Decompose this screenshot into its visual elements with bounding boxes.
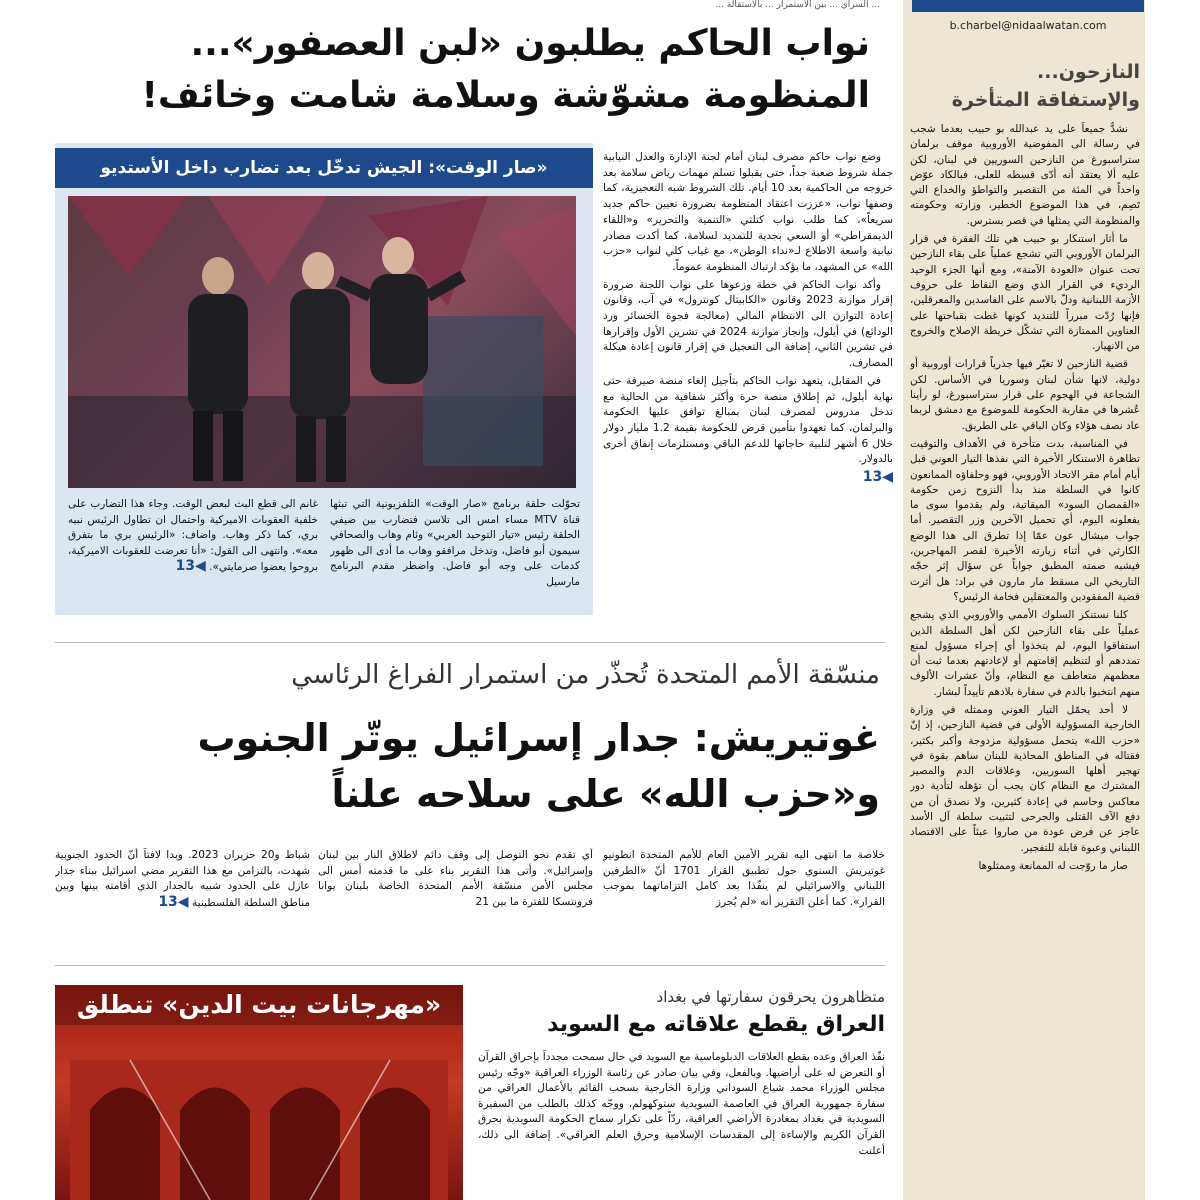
page-ref[interactable]: 13 <box>175 558 195 574</box>
columnist-email[interactable]: b.charbel@nidaalwatan.com <box>949 19 1107 32</box>
page-ref[interactable]: 13 <box>862 469 883 486</box>
top-headline-line2: المنظومة مشوّشة وسلامة شامت وخائف! <box>141 75 870 116</box>
iraq-article-kicker: متظاهرون يحرقون سفارتها في بغداد <box>656 988 885 1006</box>
article-paragraph: في المقابل، يتعهد نواب الحاكم بتأجيل إلغاء منصة صيرفة حتى نهاية أيلول، ثم إطلاق منصة حرة وأكثر شفافية من الحالية مع تدخل مدروس لمصرف لبنان بمبالغ توافق عليها الحكومة والبرلمان، كما تعهدوا بتأمين قرض للحكومة بقيمة 1.2 مليار دولار خلال 6 أشهر لتلبية حاجاتها للدعم الباقي ومستلزمات إنفاق أخرى بالدولار. <box>603 374 893 466</box>
iraq-article-headline[interactable]: العراق يقطع علاقاته مع السويد <box>547 1012 885 1037</box>
article-paragraph: وأكد نواب الحاكم في خطة وزعوها على نواب اللجنة ضرورة إقرار موازنة 2023 وقانون «الكابيتال كونترول» في آب، وقانون إعادة التوازن الى الانتظام المالي (معالجة فجوة الخسائر ورد الودائع) في أيلول، وإنجاز موازنة 2024 في تشرين الأول وإقرارها في تشرين الثاني، إضافة الى التعجيل في إقرار قانون إعادة هيكلة المصارف. <box>603 278 893 370</box>
opinion-title-line2: والإستفاقة المتأخرة <box>951 89 1140 111</box>
section-divider <box>55 642 885 643</box>
article-paragraph: وضع نواب حاكم مصرف لبنان أمام لجنة الإدارة والعدل النيابية جملة شروط صعبة جداً، حتى يقبلوا تسلم مهمات رياض سلامة بعد خروجه من الحاكمية بعد 10 أيام. تلك الشروط شبه التعجيزية، كما وصفها نواب، «عززت اعتقاد المنظومة بضرورة تعيين حاكم جديد سريعاً»، كما طلب نواب كتلتي «التنمية والتحرير» و«اللقاء الديمقراطي» أو السعي بجدية للتمديد لسلامة، كما أكدت مصادر نيابية واسعة الاطلاع لـ«نداء الوطن»، مع غياب كلي لنواب «حزب الله» عن المشهد، ما يؤكد ارتباك المنظومة عموماً. <box>603 151 893 273</box>
top-article-headline[interactable] <box>40 18 870 122</box>
page-ref-arrow-icon[interactable]: ◀ <box>195 558 206 574</box>
opinion-paragraph: ما أثار استنكار بو حبيب هي تلك الفقرة في قرار البرلمان الأوروبي التي تشجع عملياً على بقاء النازحين تحت عنوان «العودة الآمنة»، ومع أنها الجزء الوحيد الرديء في القرار الذي وضع النقاط على حروف الأزمة اللبنانية ودلّ بالاسم على الفاسدين والمعرقلين، فإنها رُدّت مبرراً للتنديد كونها غطت بقباحتها على العناوين الممتازة التي تشكّل خريطة الإصلاح والخروج من الانهيار. <box>910 233 1140 353</box>
un-article-kicker: منسّقة الأمم المتحدة تُحذّر من استمرار الفراغ الرئاسي <box>291 660 880 690</box>
top-article-body <box>603 150 893 620</box>
video-story-banner[interactable] <box>55 148 593 188</box>
un-article-col3 <box>55 848 310 948</box>
opinion-paragraph: صار ما روّجت له الممانعة وممثلوها <box>978 859 1128 872</box>
top-headline-line1: نواب الحاكم يطلبون «لبن العصفور»... <box>190 23 870 64</box>
un-article-col3-text: شباط و20 حزيران 2023. وبدا لافتاً أنّ الحدود الجنوبية شهدت، بالتزامن مع هذا التقرير مضي اسرائيل ببناء جدار عازل على الحدود شبيه بالجدار الذي أقامته بينها وبين مناطق السلطة الفلسطينية <box>55 849 310 909</box>
un-headline-line2: و«حزب الله» على سلاحه علناً <box>331 772 880 816</box>
studio-fight-photo <box>68 196 576 488</box>
opinion-title <box>912 58 1140 114</box>
opinion-paragraph: في المناسبة، بدت متأخرة في الأهداف والتوقيت تظاهرة الاستنكار الأخيرة التي نفذها التيار العوني قبل أيام أمام مقر الاتحاد الأوروبي، فهو وحلفاؤه الممانعون كانوا في السلطة منذ بدأ النزوح زمن حكومة «القمصان السود» الميقاتية، ولم يقدموا سوى ما يفعلونه اليوم، أي تحميل الآخرين وزر التقصير. أما جواب ميشال عون عمّا إذا تطرق الى هذا الوضع الكارثي في أثناء زيارته الأخيرة لقصر المهاجرين، فيشبه صمته المطبق جواباً عن سؤال إثر حجّه التاريخي الى مسقط مار مارون في براد: هل أثرت قضية المفقودين والمعتقلين فخامة الرئيس؟ <box>910 437 1140 603</box>
opinion-paragraph: لا أحد يحمّل التيار العوني وممثله في وزارة الخارجية المسؤولية الأولى في قضية النازحين، إذ إنّ «حزب الله» يتحمل مسؤولية مزدوجة وأكبر بكثير، فقتاله في المناطق المحاذية للبنان ساهم بقوة في تهجير أهلها السوريين، وعلاقات الدم والمصير المشترك مع النظام كان يجب أن تؤهله لتأدية دور معاكس وحاسم في إعادة كثيرين، ولا نصدق أن من دفع الآف القتلى والجرحى لتثبيت سلطة آل الأسد عاجز عن فرض عودة من صاروا عبئاً على الاقتصاد اللبناني وعبوة قابلة للتفجير. <box>910 703 1140 854</box>
columnist-header-bar <box>912 0 1144 12</box>
un-article-col1: خلاصة ما انتهى اليه تقرير الأمين العام للأمم المتحدة انطونيو غوتيريش السنوي حول تطبيق القرار 1701 أنّ «الطرفين اللبناني والاسرائيلي لم ينفّذا بعد كامل التزاماتهما بموجب القرار». كما أعلن التقرير أنه «لم يُحرز <box>603 849 885 908</box>
un-article-headline[interactable] <box>60 710 880 822</box>
page-ref-arrow-icon[interactable]: ◀ <box>882 469 893 486</box>
page-ref[interactable]: 13 <box>158 893 178 910</box>
top-article-kicker: ... السراي ... بين الاستمرار ... بالاستقالة ... <box>715 0 880 10</box>
un-headline-line1: غوتيريش: جدار إسرائيل يوتّر الجنوب <box>197 716 880 760</box>
video-banner-text: «صار الوقت»: الجيش تدخّل بعد تضارب داخل الأستديو <box>100 158 548 178</box>
iraq-article-body: نفّذ العراق وعده بقطع العلاقات الدبلوماسية مع السويد في حال سمحت مجدداً بإحراق القرآن أو التعرض له على أراضيها. وبالفعل، وفي بيان صادر عن رئاسة الوزراء العراقية «وجّه رئيس مجلس الوزراء محمد شياع السوداني وزارة الخارجية بسحب القائم بالأعمال العراقي من سفارة جمهورية العراق في العاصمة السويدية ستوكهولم، ووجّه كذلك بالطلب من السفيرة السويدية في بغداد بمغادرة الأراضي العراقية، ردّاً على تكرار سماح الحكومة السويدية بحرق القرآن الكريم والإساءة إلى المقدسات الإسلامية وحرق العلم العراقي». إضافة الى ذلك، أعلنت <box>478 1051 885 1157</box>
opinion-title-line1: النازحون... <box>1037 61 1140 83</box>
video-caption-right: تحوّلت حلقة برنامج «صار الوقت» التلفزيونية التي تبثها قناة MTV مساء امس الى تلاسن فتضارب بين ضيفي الحلقة رئيس «تيار التوحيد العربي» وئام وهاب والصحافي سيمون أبو فاضل، وتدخل مرافقو وهاب ما أدى الى ظهور كدمات على وجه أبو فاضل. واضطر مقدم البرنامج مارسيل <box>330 498 580 588</box>
opinion-body <box>910 122 1140 1200</box>
page-ref-arrow-icon[interactable]: ◀ <box>177 893 189 910</box>
palace-arches-illustration <box>70 1040 448 1200</box>
festival-title[interactable]: «مهرجانات بيت الدين» تنطلق <box>55 985 463 1025</box>
opinion-paragraph: كلنا نستنكر السلوك الأممي والأوروبي الذي يشجع عملياً على بقاء النازحين لكن أهل السلطة الذين استفاقوا اليوم، لم يتخذوا أي إجراء مسؤول لمنع تمددهم أو لتنظيم إقامتهم أو لإعادتهم بعدما ثبت أن معظمهم متعاطف مع النظام، وأنّ عشرات الألوف منهم انتخبوا بالدم في سفارة بلادهم تأييداً لبشار. <box>910 609 1140 698</box>
un-article-col2: أي تقدم نحو التوصل إلى وقف دائم لاطلاق النار بين لبنان وإسرائيل». وأتى هذا التقرير بناء على ما قدمته أمس الى مجلس الأمن منسّقة الأمم المتحدة الخاصة بلبنان يوانا فرونتسكا للفترة ما بين 21 <box>318 849 593 908</box>
studio-scene-illustration <box>68 196 576 488</box>
opinion-paragraph: نشدُّ جميعاً على يد عبدالله بو حبيب بعدما شجب في رسالة الى المفوضية الأوروبية موقف برلمان ستراسبورغ من النازحين السوريين في لبنان، لكن عليه ألا يعتقد أنه أدّى قسطه للعلى، فبالكاد عوّض واحداً في المئة من التقصير والتواطؤ والخداع التي تَصِم، في هذا الموضوع الخطير، وزارته وحكومته والمنظومة التي يمثلها في قصر بسترس. <box>910 123 1140 227</box>
video-caption-left <box>68 497 318 602</box>
section-divider <box>55 965 885 966</box>
video-caption-left-text: غانم الى قطع البث لبعض الوقت. وجاء هذا التضارب على خلفية العقوبات الاميركية واحتمال ان تطاول الرئيس نبيه بري، كما ذكر وهاب. واضاف: «الرئيس بري ما بتفرق معه». وانتهى الى القول: «أنا تعرضت للعقوبات الاميركية، بروحوا يعضوا صرمايتي». <box>68 498 318 573</box>
opinion-paragraph: قضية النازحين لا تغيّر فيها جذرياً قرارات أوروبية أو دولية، لانها شأن لبنان وسوريا في الأساس. لكن الشجاعة في الهجوم على قرار ستراسبورغ، لو رأينا عُشرها في مقاربة الحكومة للموضوع مع دمشق لربما عاد نصف هؤلاء وكان الباقي على الطريق. <box>910 358 1140 432</box>
